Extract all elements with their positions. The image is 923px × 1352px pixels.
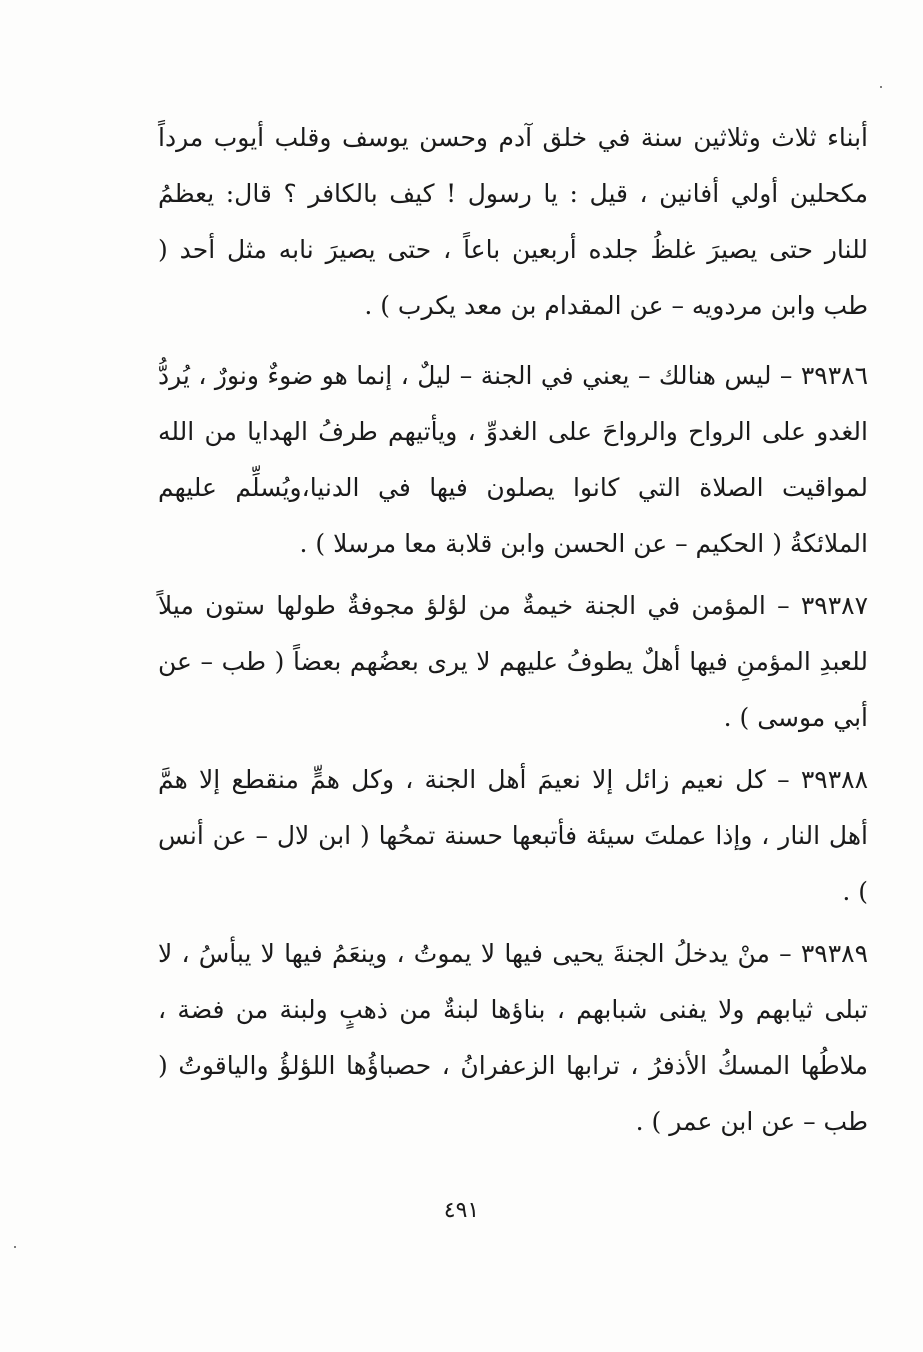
scan-speck (880, 86, 882, 88)
body-text (158, 110, 868, 1150)
scan-speck (14, 1246, 16, 1248)
hadith-paragraph-39386: ٣٩٣٨٦ – ليس هنالك – يعني في الجنة – ليلٌ ، إنما هو ضوءٌ ونورٌ ، يُردُّ الغدو على الرواح والرواحَ على الغدوِّ ، ويأتيهم طرفُ الهدايا من الله لمواقيت الصلاة التي كانوا يصلون فيها في الدنيا،ويُسلِّم عليهم الملائكةُ ( الحكيم – عن الحسن وابن قلابة معا مرسلا ) . (158, 361, 868, 558)
hadith-paragraph-continuation: أبناء ثلاث وثلاثين سنة في خلق آدم وحسن يوسف وقلب أيوب مرداً مكحلين أولي أفانين ، قيل : يا رسول ! كيف بالكافر ؟ قال: يعظمُ للنار حتى يصيرَ غلظُ جلده أربعين باعاً ، حتى يصيرَ نابه مثل أحد ( طب وابن مردويه – عن المقدام بن معد يكرب ) . (158, 123, 868, 320)
page-number: ٤٩١ (443, 1198, 480, 1223)
hadith-paragraph-39389: ٣٩٣٨٩ – منْ يدخلُ الجنةَ يحيى فيها لا يموتُ ، وينعَمُ فيها لا يبأسُ ، لا تبلى ثيابهم ولا يفنى شبابهم ، بناؤها لبنةٌ من ذهبٍ ولبنة من فضة ، ملاطُها المسكُ الأذفرُ ، ترابها الزعفرانُ ، حصباؤُها اللؤلؤُ والياقوتُ ( طب – عن ابن عمر ) . (158, 939, 868, 1136)
hadith-paragraph-39388: ٣٩٣٨٨ – كل نعيم زائل إلا نعيمَ أهل الجنة ، وكل همٍّ منقطع إلا همَّ أهل النار ، وإذا عملتَ سيئة فأتبعها حسنة تمحُها ( ابن لال – عن أنس ) . (158, 765, 868, 906)
hadith-paragraph-39387: ٣٩٣٨٧ – المؤمن في الجنة خيمةٌ من لؤلؤ مجوفةٌ طولها ستون ميلاً للعبدِ المؤمنِ فيها أهلٌ يطوفُ عليهم لا يرى بعضُهم بعضاً ( طب – عن أبي موسى ) . (158, 591, 868, 732)
